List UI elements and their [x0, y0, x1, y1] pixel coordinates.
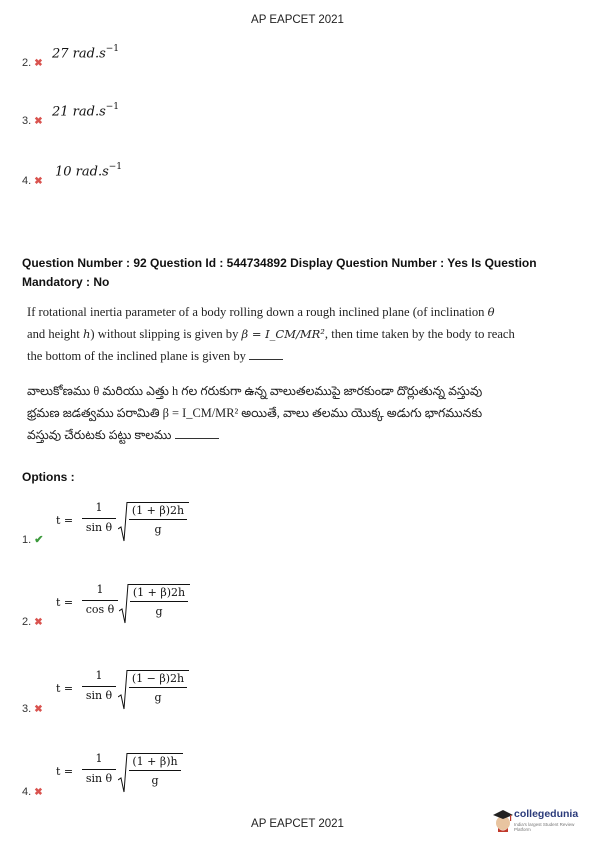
question-text-telugu	[27, 380, 483, 446]
option-3-number: 3. ✖	[22, 703, 43, 715]
formula-denominator: sin θ	[85, 772, 113, 785]
logo-tagline: India's largest Student Review Platform	[514, 822, 575, 832]
logo-wordmark: collegedunia	[514, 808, 579, 820]
radicand-numerator: (1 − β)2h	[131, 672, 185, 685]
formula-lhs: t =	[56, 765, 74, 778]
formula-numerator: 1	[96, 583, 104, 596]
options-label: Options :	[22, 470, 75, 484]
page-footer: AP EAPCET 2021	[251, 818, 344, 830]
question-line-2: and height h) without slipping is given by β = I_CM/MR², then time taken by the body to reach	[27, 327, 515, 341]
wrong-icon: ✖	[34, 116, 43, 127]
telugu-line-2: భ్రమణ జడత్వము పరామితి β = I_CM/MR² అయితే, వాలు తలము యొక్క అడుగు భాగమునకు	[27, 406, 483, 420]
option-2-number: 2. ✖	[22, 616, 43, 628]
radicand-denominator: g	[155, 605, 163, 618]
correct-check-icon: ✔	[34, 534, 44, 546]
graduate-logo-icon	[492, 808, 514, 832]
radicand-numerator: (1 + β)h	[132, 755, 178, 768]
formula-numerator: 1	[95, 752, 103, 765]
answer-blank	[175, 428, 219, 439]
formula-lhs: t =	[56, 514, 74, 527]
option-3-formula	[56, 669, 216, 713]
radicand-numerator: (1 + β)2h	[131, 504, 185, 517]
wrong-icon: ✖	[34, 704, 43, 715]
question-line-3: the bottom of the inclined plane is given by	[27, 345, 467, 367]
option-1-number: 1. ✔	[22, 534, 44, 546]
telugu-line-1: వాలుకోణము θ మరియు ఎత్తు h గల గరుకుగా ఉన్న వాలుతలముపై జారకుండా దొర్లుతున్న వస్తువు	[27, 384, 483, 398]
prev-option-3-number: 3. ✖	[22, 115, 43, 127]
prev-option-2-text: 27 $rad.s^{-1}$	[52, 44, 120, 62]
radicand-numerator: (1 + β)2h	[132, 586, 186, 599]
question-mandatory-line: Mandatory : No	[22, 275, 110, 289]
option-1-formula	[56, 501, 216, 545]
formula-lhs: t =	[56, 682, 74, 695]
formula-numerator: 1	[95, 501, 103, 514]
question-line-1: If rotational inertia parameter of a body rolling down a rough inclined plane (of inclination θ	[27, 305, 495, 319]
option-2-formula	[56, 583, 216, 627]
question-header	[22, 254, 567, 292]
wrong-icon: ✖	[34, 617, 43, 628]
wrong-icon: ✖	[34, 176, 43, 187]
option-4-formula	[56, 752, 216, 796]
prev-option-3-text: 21 $rad.s^{-1}$	[52, 102, 120, 120]
question-meta-line: Question Number : 92 Question Id : 544734892 Display Question Number : Yes Is Question	[22, 256, 537, 270]
prev-option-2-number: 2. ✖	[22, 57, 43, 69]
formula-denominator: sin θ	[85, 521, 113, 534]
collegedunia-logo	[492, 806, 590, 836]
prev-option-4-number: 4. ✖	[22, 175, 43, 187]
wrong-icon: ✖	[34, 58, 43, 69]
radicand-denominator: g	[151, 774, 159, 787]
radicand-denominator: g	[154, 691, 162, 704]
question-text-english	[27, 301, 515, 367]
page-header: AP EAPCET 2021	[251, 14, 344, 26]
telugu-line-3: వస్తువు చేరుటకు పట్టు కాలము	[27, 424, 477, 446]
formula-lhs: t =	[56, 596, 74, 609]
radicand-denominator: g	[154, 523, 162, 536]
wrong-icon: ✖	[34, 787, 43, 798]
answer-blank	[249, 349, 283, 360]
formula-denominator: cos θ	[85, 603, 115, 616]
prev-option-4-text: 10 $rad.s^{-1}$	[55, 162, 123, 180]
formula-numerator: 1	[95, 669, 103, 682]
formula-denominator: sin θ	[85, 689, 113, 702]
option-4-number: 4. ✖	[22, 786, 43, 798]
